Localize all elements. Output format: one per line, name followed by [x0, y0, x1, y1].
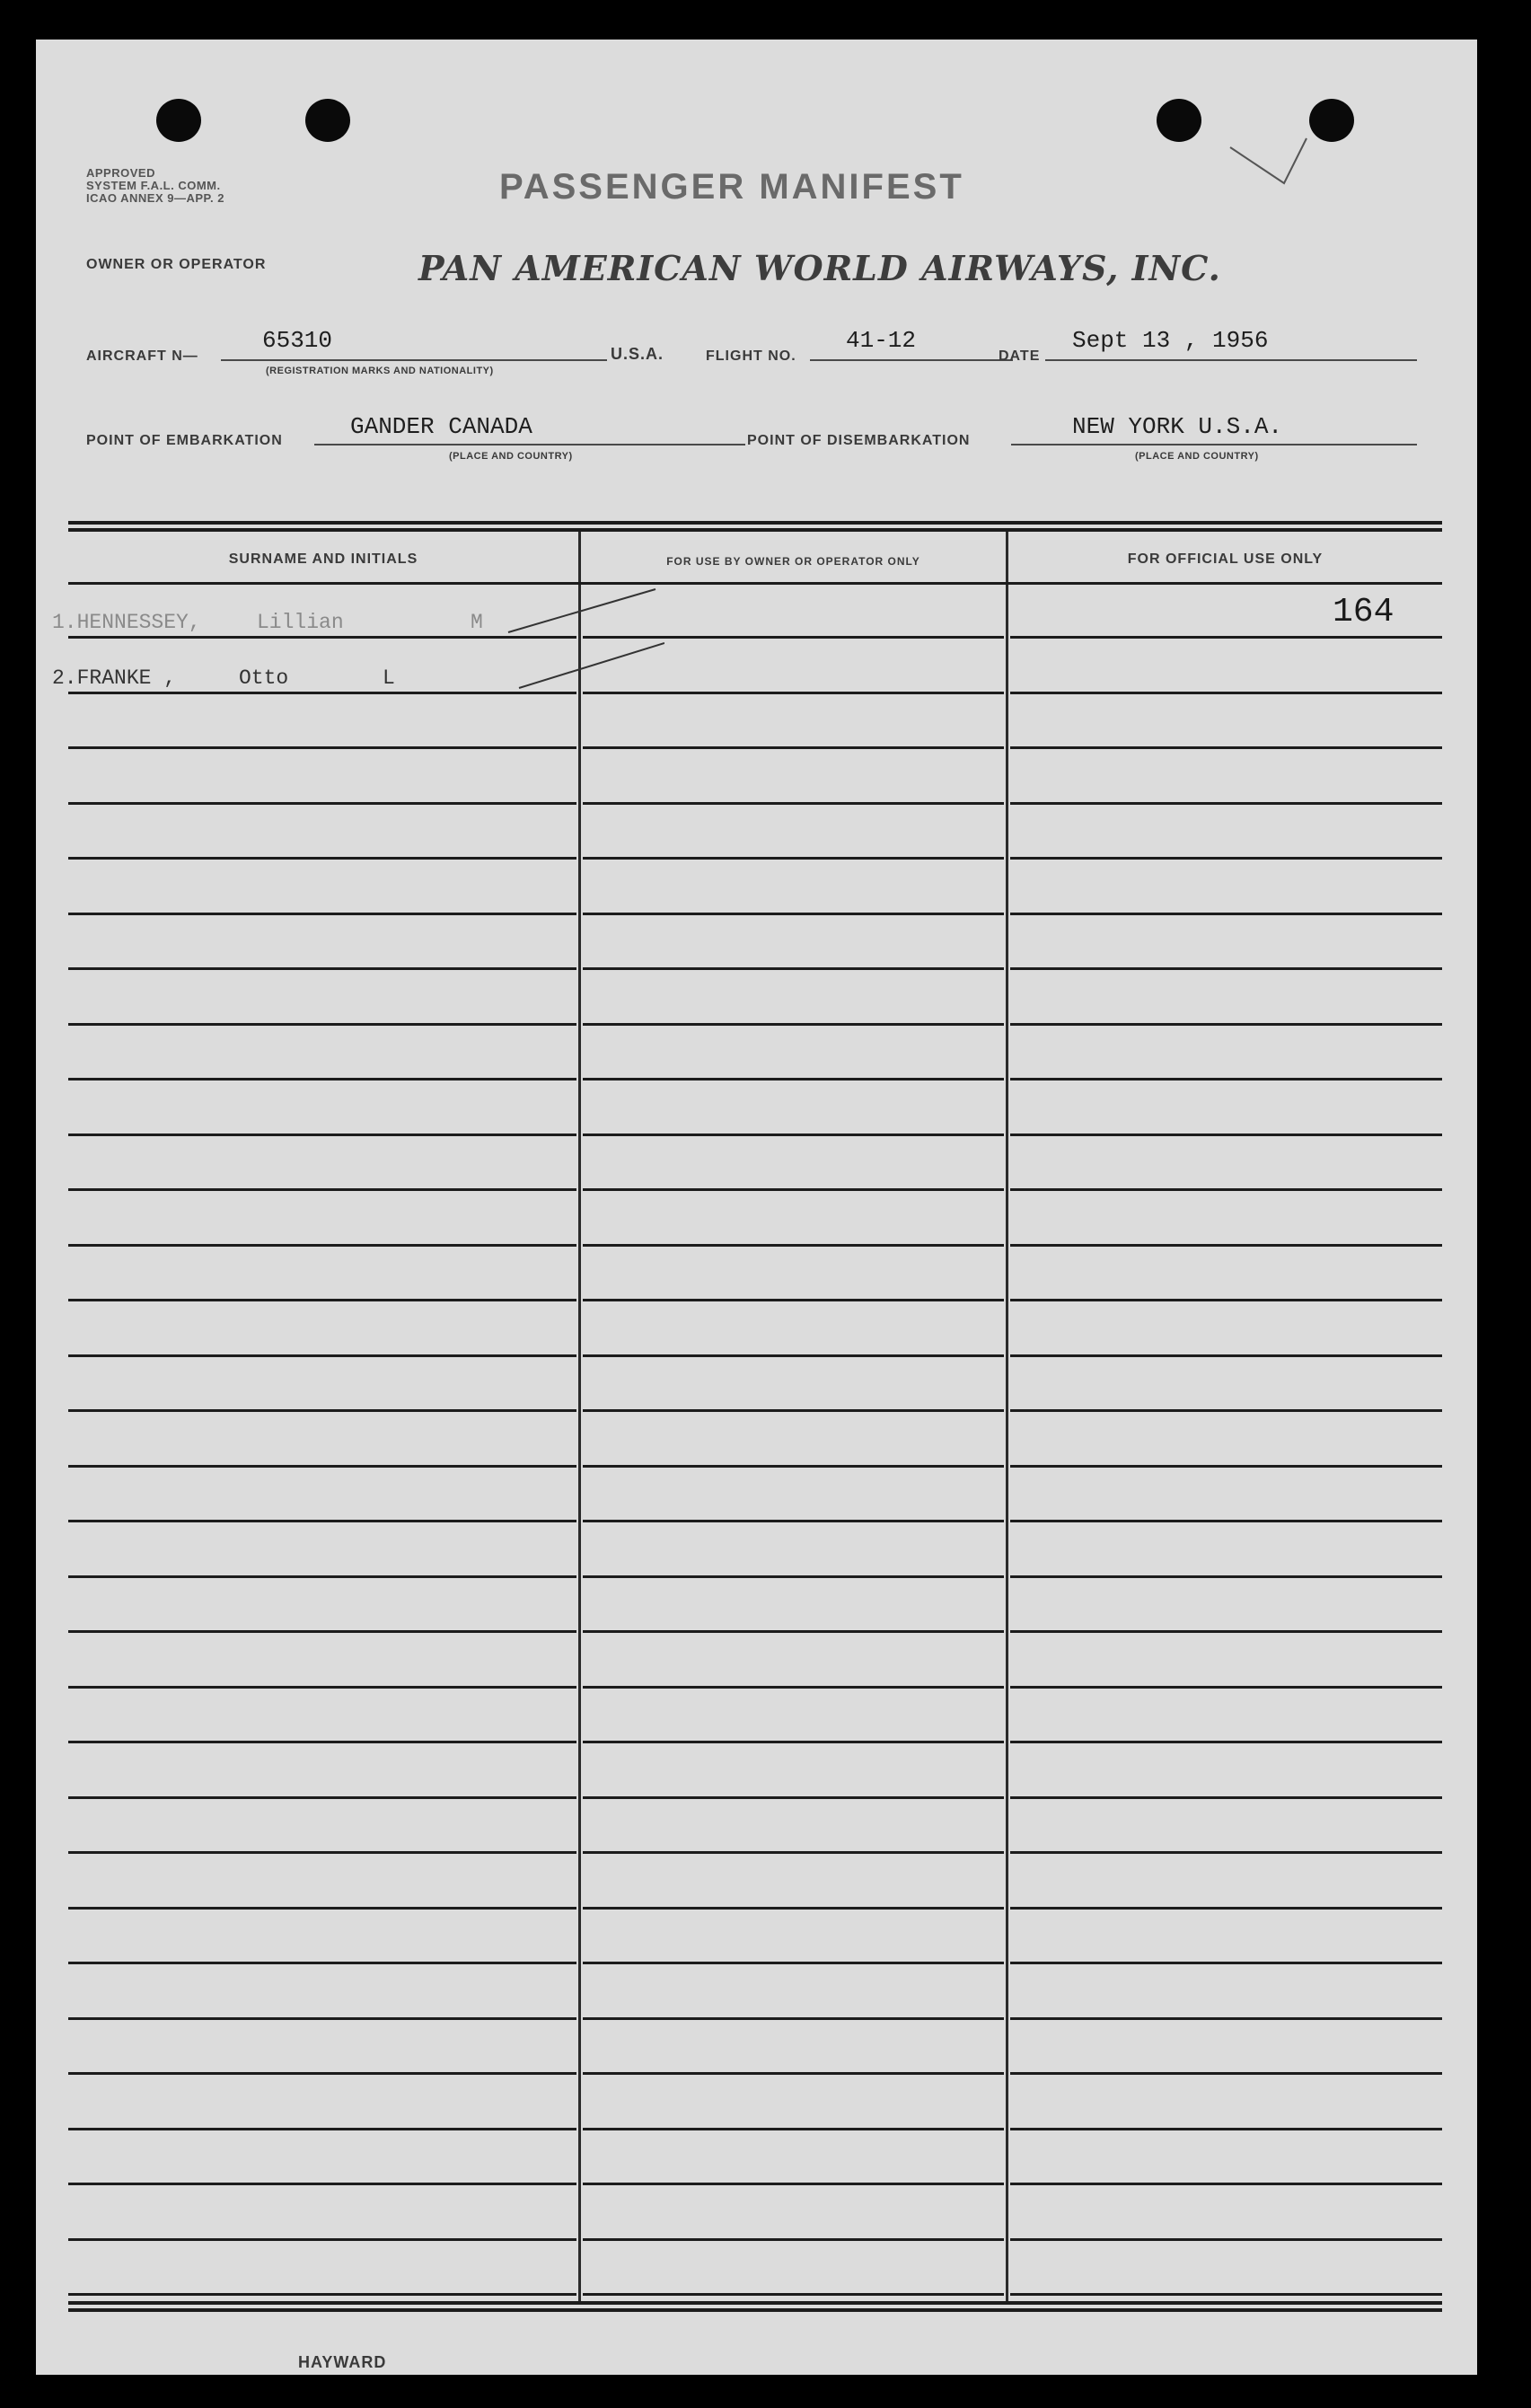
aircraft-nationality: U.S.A.	[611, 345, 664, 363]
row-rule	[68, 1686, 576, 1689]
row-rule	[1010, 802, 1442, 805]
row-rule	[1010, 1023, 1442, 1026]
punch-hole-left-2	[305, 99, 350, 142]
passenger-2-initial: L	[383, 666, 395, 690]
row-rule	[1010, 1796, 1442, 1799]
row-rule	[68, 746, 576, 749]
approval-line-1: APPROVED	[86, 166, 155, 180]
row-rule	[1010, 746, 1442, 749]
row-rule	[68, 2238, 576, 2241]
row-rule	[583, 857, 1004, 860]
row-rule	[1010, 1299, 1442, 1301]
approval-line-2: SYSTEM F.A.L. COMM.	[86, 179, 221, 192]
row-rule	[583, 1078, 1004, 1081]
row-rule	[1010, 2128, 1442, 2130]
punch-hole-left-1	[156, 99, 201, 142]
row-rule	[68, 1630, 576, 1633]
row-rule	[68, 1244, 576, 1247]
official-number: 164	[1333, 593, 1395, 631]
flight-underline	[810, 359, 1013, 361]
row-rule	[68, 802, 576, 805]
row-rule	[583, 1354, 1004, 1357]
row-rule	[68, 2017, 576, 2020]
row-rule	[68, 1023, 576, 1026]
date-label: DATE	[999, 348, 1041, 364]
row-rule	[583, 2128, 1004, 2130]
disembarkation-sublabel: (PLACE AND COUNTRY)	[1135, 451, 1259, 462]
aircraft-label: AIRCRAFT N—	[86, 348, 198, 364]
row-rule	[583, 1520, 1004, 1522]
row-rule	[583, 1575, 1004, 1578]
row-rule	[1010, 1686, 1442, 1689]
approval-stamp	[86, 167, 224, 205]
row-rule	[583, 1630, 1004, 1633]
table-bottom-rule-1	[68, 2301, 1442, 2305]
manifest-sheet	[36, 40, 1477, 2375]
passenger-1-given: Lillian	[257, 611, 344, 634]
owner-value: PAN AMERICAN WORLD AIRWAYS, INC.	[418, 248, 1221, 288]
embarkation-value: GANDER CANADA	[350, 413, 532, 440]
row-rule	[583, 1907, 1004, 1910]
row-rule	[68, 2128, 576, 2130]
row-rule	[68, 1299, 576, 1301]
row-rule	[68, 1851, 576, 1854]
row-rule	[68, 1078, 576, 1081]
row-rule	[1010, 636, 1442, 639]
row-rule	[68, 1409, 576, 1412]
row-rule	[68, 2183, 576, 2185]
passenger-1-surname: 1.HENNESSEY,	[52, 611, 201, 634]
row-rule	[583, 1299, 1004, 1301]
row-rule	[583, 1409, 1004, 1412]
row-rule	[583, 2183, 1004, 2185]
pen-check-mark	[1221, 129, 1320, 228]
row-rule	[583, 1465, 1004, 1468]
row-rule	[1010, 1465, 1442, 1468]
row-rule	[583, 1851, 1004, 1854]
row-rule	[583, 2293, 1004, 2296]
row-rule	[1010, 2238, 1442, 2241]
row-rule	[583, 967, 1004, 970]
row-rule	[68, 1354, 576, 1357]
row-rule	[68, 1465, 576, 1468]
passenger-1-initial: M	[471, 611, 483, 634]
row-rule	[1010, 1907, 1442, 1910]
row-rule	[1010, 2183, 1442, 2185]
row-rule	[583, 2017, 1004, 2020]
table-top-rule-1	[68, 521, 1442, 525]
row-rule	[583, 1686, 1004, 1689]
row-rule	[1010, 1133, 1442, 1136]
row-rule	[68, 1133, 576, 1136]
embarkation-sublabel: (PLACE AND COUNTRY)	[449, 451, 573, 462]
aircraft-sublabel: (REGISTRATION MARKS AND NATIONALITY)	[266, 366, 494, 376]
date-underline	[1045, 359, 1417, 361]
row-rule	[1010, 857, 1442, 860]
row-rule	[583, 2072, 1004, 2075]
row-rule	[1010, 2293, 1442, 2296]
row-rule	[583, 1133, 1004, 1136]
footer-text: HAYWARD	[298, 2353, 387, 2371]
row-rule	[1010, 913, 1442, 915]
row-rule	[583, 802, 1004, 805]
row-rule	[1010, 1188, 1442, 1191]
embarkation-underline	[314, 444, 745, 445]
pen-stroke-row-1	[503, 584, 664, 692]
table-top-rule-2	[68, 528, 1442, 532]
row-rule	[1010, 1078, 1442, 1081]
column-header-official-use: FOR OFFICIAL USE ONLY	[1127, 551, 1324, 567]
row-rule	[68, 1188, 576, 1191]
row-rule	[1010, 967, 1442, 970]
row-rule	[68, 1962, 576, 1964]
passenger-2-surname: 2.FRANKE ,	[52, 666, 177, 690]
row-rule	[1010, 1630, 1442, 1633]
row-rule	[68, 1575, 576, 1578]
aircraft-underline	[221, 359, 607, 361]
row-rule	[68, 857, 576, 860]
header-bottom-rule	[68, 582, 1442, 585]
row-rule	[1010, 2017, 1442, 2020]
row-rule	[68, 692, 576, 694]
row-rule	[1010, 1741, 1442, 1743]
row-rule	[1010, 1354, 1442, 1357]
aircraft-value: 65310	[262, 327, 333, 354]
column-divider-2	[1006, 532, 1008, 2303]
punch-hole-right-1	[1157, 99, 1201, 142]
column-header-owner-use: FOR USE BY OWNER OR OPERATOR ONLY	[666, 555, 920, 568]
row-rule	[1010, 1244, 1442, 1247]
row-rule	[583, 1188, 1004, 1191]
row-rule	[583, 1023, 1004, 1026]
row-rule	[68, 1520, 576, 1522]
disembarkation-value: NEW YORK U.S.A.	[1072, 413, 1283, 440]
flight-value: 41-12	[846, 327, 917, 354]
row-rule	[1010, 692, 1442, 694]
row-rule	[68, 1907, 576, 1910]
row-rule	[68, 2293, 576, 2296]
passenger-2-given: Otto	[239, 666, 289, 690]
row-rule	[68, 636, 576, 639]
row-rule	[68, 913, 576, 915]
flight-label: FLIGHT NO.	[706, 348, 796, 364]
row-rule	[583, 1244, 1004, 1247]
row-rule	[583, 1796, 1004, 1799]
row-rule	[583, 2238, 1004, 2241]
date-value: Sept 13 , 1956	[1072, 327, 1269, 354]
row-rule	[68, 1741, 576, 1743]
row-rule	[1010, 1575, 1442, 1578]
row-rule	[583, 1741, 1004, 1743]
approval-line-3: ICAO ANNEX 9—APP. 2	[86, 191, 224, 205]
row-rule	[1010, 1409, 1442, 1412]
row-rule	[1010, 1851, 1442, 1854]
row-rule	[583, 1962, 1004, 1964]
disembarkation-label: POINT OF DISEMBARKATION	[747, 433, 971, 448]
row-rule	[68, 1796, 576, 1799]
page-title: PASSENGER MANIFEST	[499, 167, 964, 207]
row-rule	[583, 746, 1004, 749]
row-rule	[68, 967, 576, 970]
disembarkation-underline	[1011, 444, 1417, 445]
embarkation-label: POINT OF EMBARKATION	[86, 433, 283, 448]
owner-label: OWNER OR OPERATOR	[86, 257, 267, 272]
row-rule	[1010, 2072, 1442, 2075]
row-rule	[1010, 1520, 1442, 1522]
row-rule	[583, 913, 1004, 915]
row-rule	[1010, 1962, 1442, 1964]
column-divider-1	[578, 532, 581, 2303]
row-rule	[68, 2072, 576, 2075]
column-header-surname: SURNAME AND INITIALS	[228, 551, 418, 567]
table-bottom-rule-2	[68, 2308, 1442, 2312]
